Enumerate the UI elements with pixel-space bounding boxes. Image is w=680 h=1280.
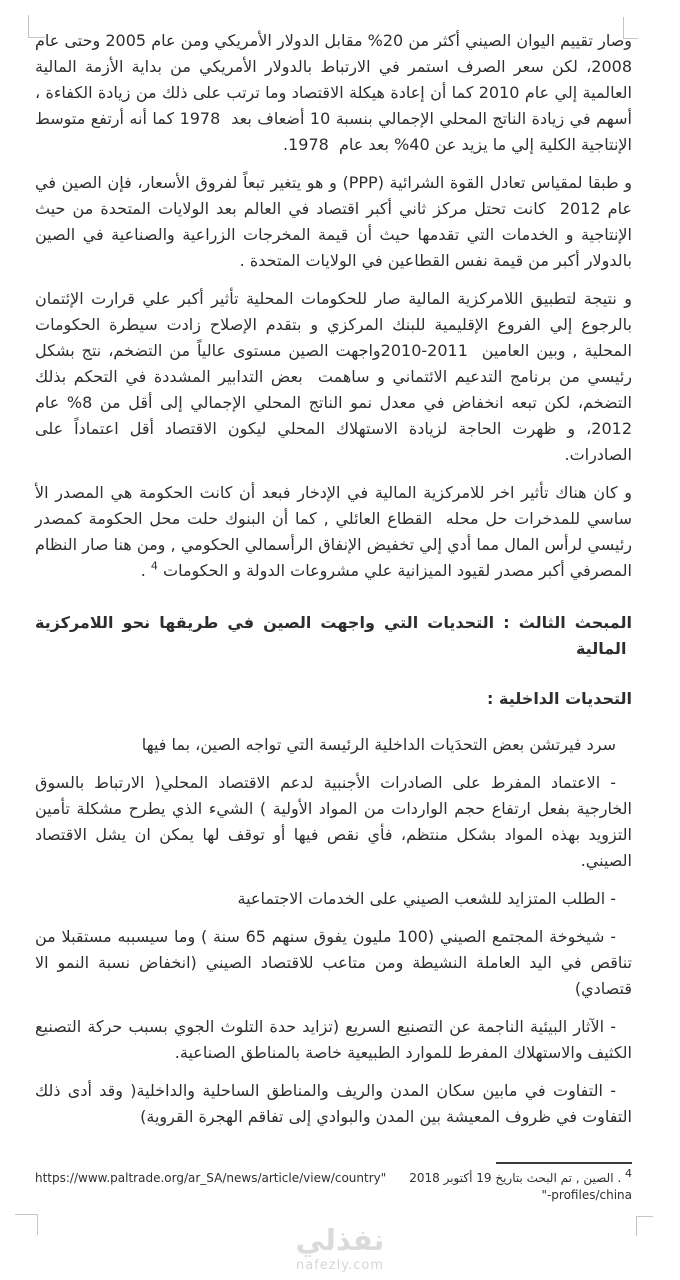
footnote-citation-text: . الصين , تم البحث بتاريخ 19 أكتوبر 2018 xyxy=(409,1171,622,1185)
footnote-separator xyxy=(496,1162,632,1164)
paragraph-text: و كان هناك تأثير اخر للامركزية المالية في الإدخار فبعد أن كانت الحكومة هي المصدر الأ ساسي للمدخرات حل محله القطاع العائلي , كما أن البنوك حلت محل الحكومة كمصدر رئيسي لرأس المال مما أدي إلي تخفيض الإنفاق الرأسمالي الحكومي , ومن هنا صار النظام المصرفي أكبر مصدر لقيود الميزانية علي مشروعات الدولة و الحكومات xyxy=(35,483,632,580)
watermark-logo: نفذلي xyxy=(295,1223,385,1257)
footnote-marker: 4 xyxy=(625,1167,632,1180)
footnote-reference: 4 xyxy=(150,559,158,573)
bullet-export-dependence: - الاعتماد المفرط على الصادرات الأجنبية لدعم الاقتصاد المحلي( الارتباط بالسوق الخارجية بفعل ارتفاع حجم الواردات من المواد الأولية ) الشيء الذي يطرح مشكلة تأمين التزويد بهذه المواد بشكل منتظم، فأي نقص فيها أو توقف لها يمكن ان يشل الاقتصاد الصيني. xyxy=(35,773,632,870)
bullet-environmental-effects: - الآثار البيئية الناجمة عن التصنيع السريع (تزايد حدة التلوث الجوي بسبب حركة التصنيع الكثيف والاستهلاك المفرط للموارد الطبيعية خاصة بالمناطق الصناعية. xyxy=(35,1017,632,1062)
footnote-block xyxy=(35,1162,632,1202)
footnote-url: https://www.paltrade.org/ar_SA/news/article/view/country" xyxy=(35,1171,387,1185)
bullet-social-services-demand: - الطلب المتزايد للشعب الصيني على الخدمات الاجتماعية xyxy=(237,889,616,908)
paragraph-ppp-ranking: و طبقا لمقياس تعادل القوة الشرائية (PPP) و هو يتغير تبعاً لفروق الأسعار، فإن الصين في عام 2012 كانت تحتل مركز ثاني أكبر اقتصاد في العالم بعد الولايات المتحدة من حيث الإنتاجية و الخدمات التي تقدمها حيث أن قيمة المخرجات الزراعية والصناعية في الصين بالدولار أكبر من قيمة نفس القطاعين في الولايات المتحدة . xyxy=(35,173,632,270)
watermark xyxy=(0,1223,680,1273)
paragraph-savings-effect xyxy=(35,480,632,584)
document-body xyxy=(35,28,632,1142)
paragraph-yuan-valuation: وصار تقييم اليوان الصيني أكثر من 20% مقابل الدولار الأمريكي ومن عام 2005 وحتى عام 2008، لكن سعر الصرف استمر في الارتباط بالدولار الأمريكي من بداية الأزمة المالية العالمية إلي عام 2010 كما أن إعادة هيكلة الاقتصاد وما ترتب على ذلك من زيادة الكفاءة ، أسهم في زيادة الناتج المحلي الإجمالي بنسبة 10 أضعاف بعد 1978 كما أنه أرتفع متوسط الإنتاجية الكلية إلي ما يزيد عن 40% بعد عام 1978. xyxy=(35,31,633,154)
footnote-line-2: "-profiles/china xyxy=(541,1188,632,1202)
bullet-urban-rural-disparity: - التفاوت في مابين سكان المدن والريف والمناطق الساحلية والداخلية( وقد أدى ذلك التفاوت في ظروف المعيشة بين المدن والبوادي إلى تفاقم الهجرة القروية) xyxy=(35,1081,632,1126)
paragraph-fiscal-decentralization: و نتيجة لتطبيق اللامركزية المالية صار للحكومات المحلية تأثير أكبر علي قرارت الإئتمان بالرجوع إلي الفروع الإقليمية للبنك المركزي و بتقدم الإصلاح زادت سيطرة الحكومات المحلية , وبين العامين 2011-2010واجهت الصين مستوى عالياً من التضخم، نتج بشكل رئيسي من برنامج التدعيم الائتماني و ساهمت بعض التدابير المشددة في التحكم بذلك التضخم، لكن تبعه انخفاض في معدل نمو الناتج المحلي الإجمالي إلى أقل من 8% عام 2012، و ظهرت الحاجة لزيادة الاستهلاك المحلي ليكون الاقتصاد أقل اعتماداً على الصادرات. xyxy=(35,289,633,464)
bullet-aging-society: - شيخوخة المجتمع الصيني (100 مليون يفوق سنهم 65 سنة ) وما سيسببه مستقبلا من تناقص في اليد العاملة النشيطة ومن متاعب للاقتصاد الصيني (انخفاض نسبة النمو الا قتصادي) xyxy=(35,927,632,998)
footnote-line-1 xyxy=(35,1167,632,1185)
paragraph-tail: . xyxy=(140,561,151,580)
subheading-internal-challenges: التحديات الداخلية : xyxy=(487,689,632,708)
footnote-citation xyxy=(409,1167,632,1185)
paragraph-intro-challenges: سرد فيرتشن بعض التحدَيات الداخلية الرئيسة التي تواجه الصين، بما فيها xyxy=(141,735,616,754)
section-heading-third-topic: المبحث الثالث : التحديات التي واجهت الصين في طريقها نحو اللامركزية المالية xyxy=(35,613,632,658)
watermark-site-url: nafezly.com xyxy=(296,1258,384,1273)
